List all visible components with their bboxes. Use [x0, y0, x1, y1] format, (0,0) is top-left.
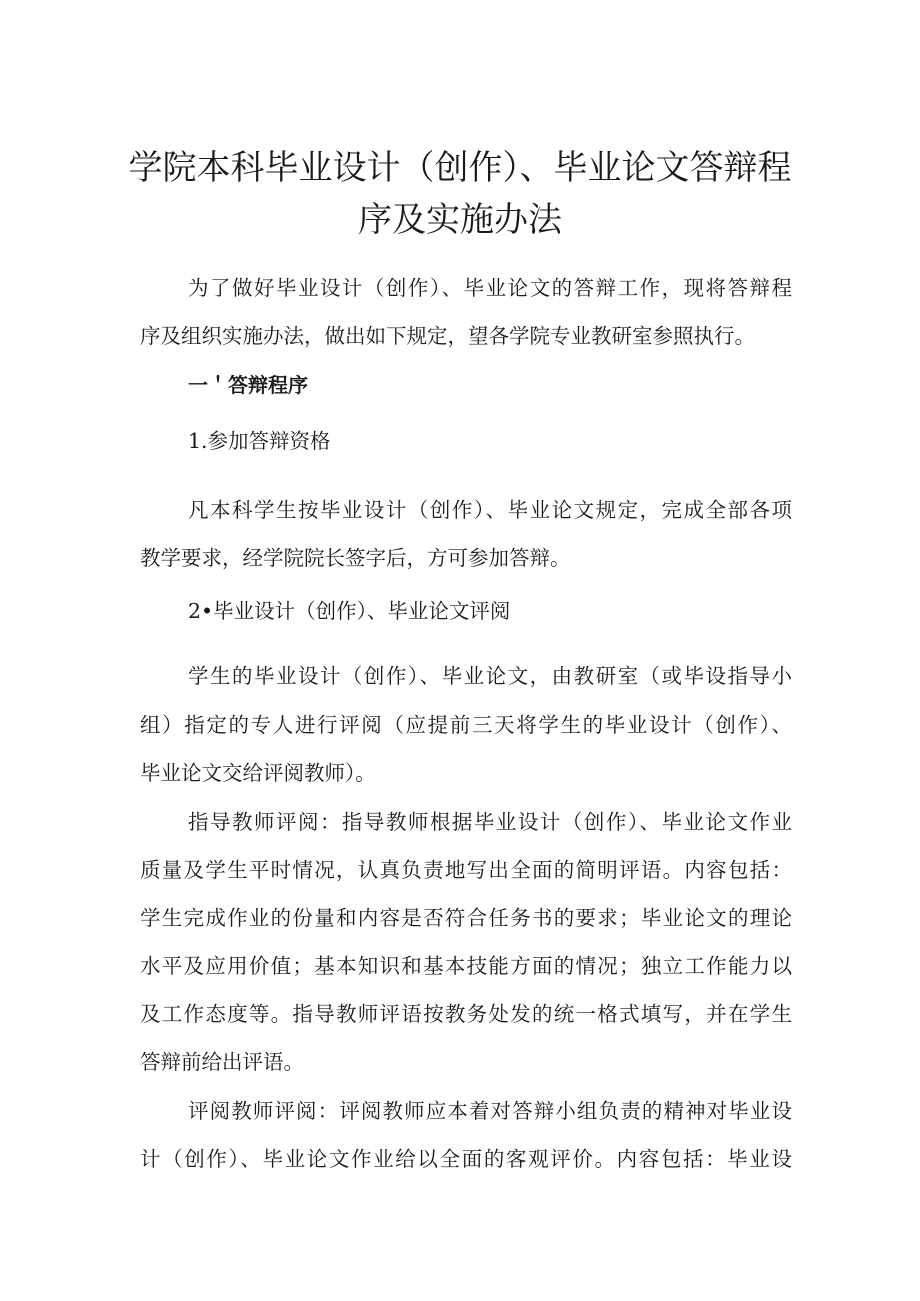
review-line-2: 组）指定的专人进行评阅（应提前三天将学生的毕业设计（创作）、 [140, 713, 792, 737]
advisor-line-1: 指导教师评阅：指导教师根据毕业设计（创作）、毕业论文作业 [188, 810, 792, 834]
advisor-line-6: 答辩前给出评语。 [140, 1050, 304, 1074]
review-line-1: 学生的毕业设计（创作）、毕业论文，由教研室（或毕设指导小 [188, 664, 792, 688]
document-title-line-2: 序及实施办法 [358, 200, 562, 240]
advisor-line-4: 水平及应用价值；基本知识和基本技能方面的情况；独立工作能力以 [140, 954, 792, 978]
subsection-heading-review: 2•毕业设计（创作）、毕业论文评阅 [188, 599, 511, 623]
advisor-line-5: 及工作态度等。指导教师评语按教务处发的统一格式填写，并在学生 [140, 1002, 792, 1026]
subsection-heading-eligibility: 1.参加答辩资格 [188, 429, 331, 453]
eligibility-line-1: 凡本科学生按毕业设计（创作）、毕业论文规定，完成全部各项 [188, 498, 792, 522]
reviewer-line-1: 评阅教师评阅：评阅教师应本着对答辩小组负责的精神对毕业设 [188, 1099, 792, 1123]
advisor-line-3: 学生完成作业的份量和内容是否符合任务书的要求；毕业论文的理论 [140, 906, 792, 930]
advisor-line-2: 质量及学生平时情况，认真负责地写出全面的简明评语。内容包括： [140, 858, 792, 882]
reviewer-line-2: 计（创作）、毕业论文作业给以全面的客观评价。内容包括：毕业设 [140, 1147, 792, 1171]
review-line-3: 毕业论文交给评阅教师）。 [140, 761, 376, 785]
intro-line-1: 为了做好毕业设计（创作）、毕业论文的答辩工作，现将答辩程 [188, 276, 792, 300]
document-title-line-1: 学院本科毕业设计（创作）、毕业论文答辩程 [128, 148, 792, 188]
eligibility-line-2: 教学要求，经学院院长签字后，方可参加答辩。 [140, 546, 571, 570]
intro-line-2: 序及组织实施办法，做出如下规定，望各学院专业教研室参照执行。 [140, 324, 755, 348]
section-heading-defense-procedure: 一＇答辩程序 [188, 373, 308, 397]
